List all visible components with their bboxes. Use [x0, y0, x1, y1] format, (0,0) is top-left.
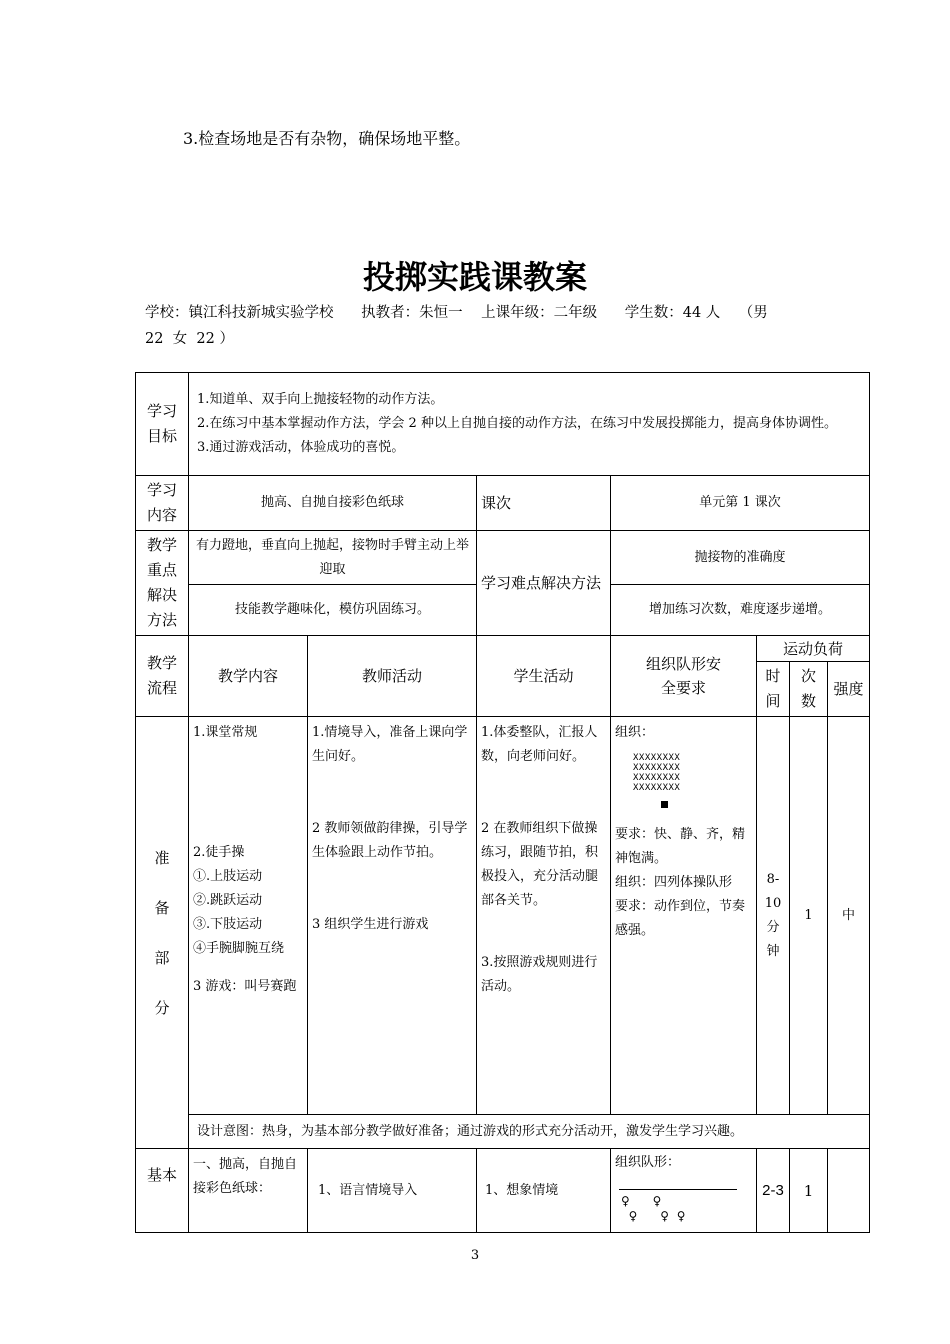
prep-student-item: 3.按照游戏规则进行活动。 — [481, 955, 598, 994]
prep-teacher-item: 2 教师领做韵律操，引导学生体验跟上动作节拍。 — [312, 821, 468, 860]
prep-label: 准备部分 — [136, 717, 189, 1149]
flow-header: 教学流程 — [136, 636, 189, 717]
basic-teacher: 1、语言情境导入 — [308, 1149, 477, 1233]
student-header: 学生活动 — [477, 636, 611, 717]
prep-teacher — [308, 717, 477, 1115]
basic-count: 1 — [790, 1149, 828, 1233]
class-info-line-1: 学校：镇江科技新城实验学校 执教者：朱恒一 上课年级：二年级 学生数：44 人 （男 — [145, 305, 768, 321]
girls-row: ♀ ♀ ♀ — [621, 1209, 686, 1223]
content-value: 抛高、自抛自接彩色纸球 — [189, 476, 477, 531]
method-label: 解决方法 — [146, 586, 177, 629]
key-label: 教学重点 — [146, 536, 177, 579]
count-header: 次数 — [790, 662, 828, 717]
objectives-label: 学习目标 — [136, 373, 189, 476]
previous-section-note: 3.检查场地是否有杂物，确保场地平整。 — [183, 129, 471, 148]
basic-org-label: 组织队形： — [615, 1155, 681, 1170]
prep-time: 8-10分钟 — [757, 717, 790, 1115]
prep-content-item: 1.课堂常规 — [193, 725, 258, 740]
intensity-header: 强度 — [828, 662, 870, 717]
prep-teacher-item: 1.情境导入，准备上课向学生问好。 — [312, 725, 468, 764]
lesson-label: 课次 — [477, 476, 611, 531]
content-label: 学习内容 — [136, 476, 189, 531]
prep-student-item: 1.体委整队，汇报人数，向老师问好。 — [481, 725, 598, 764]
objective-item: 3.通过游戏活动，体验成功的喜悦。 — [197, 440, 405, 455]
method-label-2: 解决方法 — [541, 573, 602, 592]
prep-content-item: ①.上肢运动 — [193, 869, 263, 884]
key-value: 有力蹬地，垂直向上抛起，接物时手臂主动上举迎取 — [189, 531, 477, 585]
basic-content: 一、抛高，自抛自接彩色纸球： — [189, 1149, 308, 1233]
basic-time: 2-3 — [757, 1149, 790, 1233]
content-header: 教学内容 — [189, 636, 308, 717]
prep-org — [611, 717, 757, 1115]
objectives-row — [136, 373, 870, 476]
formation-line — [619, 1189, 737, 1190]
key-and-method-label — [136, 531, 189, 636]
prep-row — [136, 717, 870, 1115]
basic-label: 基本 — [136, 1149, 189, 1233]
prep-org-item: 组织： — [615, 725, 655, 740]
girls-row: ♀ ♀ — [621, 1194, 662, 1208]
difficulty-and-method-label — [477, 531, 611, 636]
content-row — [136, 476, 870, 531]
method-value: 技能教学趣味化，模仿巩固练习。 — [189, 585, 477, 636]
prep-content-item: 2.徒手操 — [193, 845, 245, 860]
basic-row — [136, 1149, 870, 1233]
teacher-position-marker — [661, 801, 668, 808]
page-number: 3 — [470, 1248, 480, 1263]
objective-item: 2.在练习中基本掌握动作方法，学会 2 种以上自抛自接的动作方法，在练习中发展投掷能力，提高身体协调性。 — [197, 416, 837, 431]
lesson-plan-table — [135, 372, 870, 1233]
difficulty-value: 抛接物的准确度 — [611, 531, 870, 585]
time-header: 时间 — [757, 662, 790, 717]
teacher-header: 教师活动 — [308, 636, 477, 717]
prep-content-item: ③.下肢运动 — [193, 917, 263, 932]
prep-content-item: ②.跳跃运动 — [193, 893, 263, 908]
document-title: 投掷实践课教案 — [362, 258, 587, 296]
prep-student-item: 2 在教师组织下做操练习，跟随节拍，积极投入，充分活动腿部各关节。 — [481, 821, 599, 908]
prep-student — [477, 717, 611, 1115]
method-value-2: 增加练习次数，难度逐步递增。 — [611, 585, 870, 636]
load-header: 运动负荷 — [757, 636, 870, 662]
formation-row: XXXXXXXX — [633, 753, 681, 763]
objectives-cell — [189, 373, 870, 476]
formation-row: XXXXXXXX — [633, 773, 681, 783]
prep-design-intent: 设计意图：热身，为基本部分教学做好准备；通过游戏的形式充分活动开，激发学生学习兴趣。 — [189, 1115, 870, 1149]
key-row — [136, 531, 870, 585]
prep-org-item: 组织：四列体操队形 — [615, 875, 733, 890]
lesson-value: 单元第 1 课次 — [611, 476, 870, 531]
design-row — [136, 1115, 870, 1149]
prep-org-item: 要求：快、静、齐，精神饱满。 — [615, 827, 746, 866]
prep-count: 1 — [790, 717, 828, 1115]
prep-content — [189, 717, 308, 1115]
class-info-line-2: 22 女 22 ） — [145, 331, 234, 347]
basic-student: 1、想象情境 — [477, 1149, 611, 1233]
difficulty-label: 学习难点 — [481, 573, 542, 592]
basic-intensity — [828, 1149, 870, 1233]
prep-content-item: 3 游戏：叫号赛跑 — [193, 979, 297, 994]
formation-row: XXXXXXXX — [633, 783, 681, 793]
formation-row: XXXXXXXX — [633, 763, 681, 773]
org-header: 组织队形安全要求 — [611, 636, 757, 717]
objective-item: 1.知道单、双手向上抛接轻物的动作方法。 — [197, 392, 444, 407]
prep-content-item: ④手腕脚腕互绕 — [193, 941, 285, 956]
prep-intensity: 中 — [828, 717, 870, 1115]
formation-grid — [633, 753, 752, 793]
prep-teacher-item: 3 组织学生进行游戏 — [312, 917, 429, 932]
basic-org — [611, 1149, 757, 1233]
prep-org-item: 要求：动作到位，节奏感强。 — [615, 899, 746, 938]
header-row — [136, 636, 870, 662]
